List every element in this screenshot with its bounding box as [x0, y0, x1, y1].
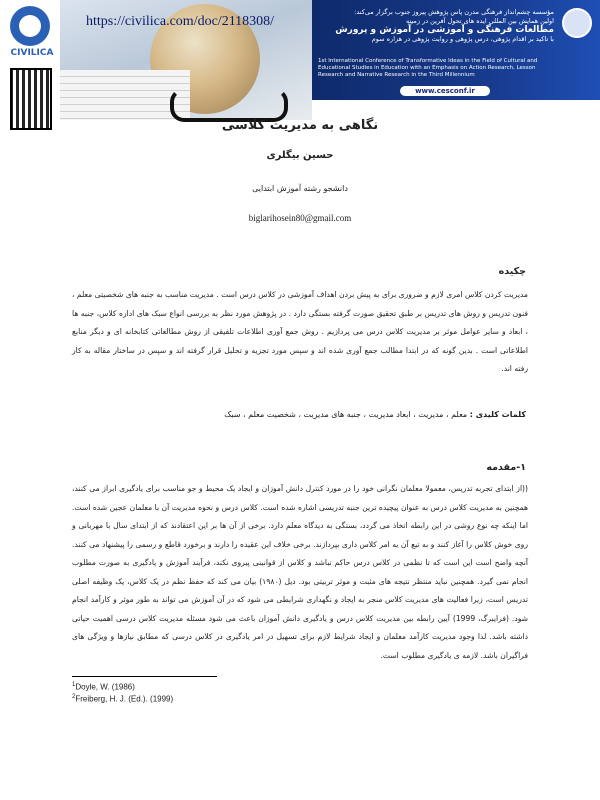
civilica-logo-icon	[10, 6, 50, 46]
footnote-rule	[72, 676, 217, 677]
paper-title: نگاهی به مدیریت کلاسی	[221, 118, 379, 133]
abstract-heading: چکیده	[498, 266, 526, 277]
conference-fa-line3: با تاکید بر اقدام پژوهی، درس پژوهی و روایت پژوهی در هزاره سوم	[371, 35, 554, 43]
keywords-label: کلمات کلیدی :	[469, 410, 526, 419]
document-url[interactable]: https://civilica.com/doc/2118308/	[86, 14, 275, 29]
paper-author: حسین بیگلری	[266, 150, 334, 161]
conference-fa-line1: مؤسسه چشم‌انداز فرهنگی مدرن پاس پژوهش پیروز جنوب برگزار می‌کند:	[354, 8, 554, 16]
footnote-1-text: Doyle, W. (1986)	[75, 682, 135, 692]
author-affiliation: دانشجو رشته آموزش ابتدایی	[252, 184, 348, 193]
conference-logo-icon	[562, 8, 592, 38]
footnote-2-text: Freiberg, H. J. (Ed.). (1999)	[75, 694, 174, 704]
civilica-label: CIVILICA	[10, 48, 54, 58]
conference-website[interactable]: www.cesconf.ir	[400, 86, 490, 96]
keywords	[224, 410, 526, 419]
glasses-image	[170, 88, 288, 122]
keywords-list: معلم ، مدیریت ، ابعاد مدیریت ، جنبه های مدیریت ، شخصیت معلم ، سبک	[224, 410, 468, 419]
section1-body: ((از ابتدای تجربه تدریس، معمولا معلمان نگرانی خود را در مورد کنترل دانش آموزان و ایجاد یک محیط و جو مناسب برای یادگیری ابراز می کنند، همچنین به مدیریت کلاس درس به عنوان پیچیده ترین جنبه تدریسی اشاره شده است. کلاس درس و نحوه مدیریت آن با معلمان عجین شده است. اما اینکه چه نوع روشی در این رابطه اتخاذ می گردد، بستگی به دیدگاه معلم دارد. برخی از آن ها بر این اعتقادند که از ابتدای سال با مهربانی و روی خوش کلاس را آغاز کنند و به تبع آن به امر کلاس داری بپردازند. برخی خلاف این عقیده را دارند و برخورد قاطع و رسمی را پیشنهاد می کنند. آنچه واضح است این است که تا نظمی در کلاس درس حاکم نباشد و کلاس از قوانینی پیروی نکند، فرآیند آموزش و یادگیری به صورت مطلوب انجام نمی گیرد. همچنین نباید منتظر نتیجه های مثبت و موثر تربیتی بود. دیل (۱۹۸۰) بیان می کند که حفظ نظم در یک کلاس، یک وظیفه اصلی تدریس است، زیرا فعالیت های مدیریت کلاس منجر به ایجاد و نگهداری شرایطی می شود که در آن آموزش می تواند به طور موثر و کارآمد انجام شود. (فرایبرگ، 1999) آیین رابطه بین مدیریت کلاس درس و یادگیری دانش آموزان باعث می شود مسئله مدیریت کلاس درسی اهمیت حیاتی داشته باشد. لذا وجود مدیریت کارآمد معلمان و ایجاد شرایط لازم برای تسهیل در امر یادگیری در کلاس درسی که مطابق نیازها و ویژگی های فراگیران باشد. لازمه ی یادگیری مطلوب است.	[72, 484, 528, 660]
footnote-1-number: 1	[72, 682, 76, 688]
section1-heading: ۱-مقدمه	[486, 462, 526, 473]
author-email[interactable]: biglarihosein80@gmail.com	[248, 213, 352, 223]
footnote-2-number: 2	[72, 694, 76, 700]
conference-fa-title: مطالعات فرهنگی و آموزشی در آموزش و پرورش	[335, 25, 554, 35]
footnote-1	[72, 682, 135, 692]
conference-fa-line2: اولین همایش بین المللی ایده های تحول آفرین در زمینه	[405, 17, 554, 25]
civilica-logo[interactable]	[4, 6, 56, 62]
abstract-body: مدیریت کردن کلاس امری لازم و ضروری برای به پیش بردن اهداف آموزشی در کلاس درس است . مدیریت مناسب به جنبه های شخصیتی معلم ، فنون تدریس و روش های تدریس بر طبق تحقیق صورت گرفته بستگی دارد . در پژوهش مورد نظر به بررسی انواع سبک های اداره کلاس، جنبه ها ، ابعاد و سایر عوامل موثر بر مدیریت کلاس درس می پردازیم . روش جمع آوری اطلاعات تلفیقی از روش مطالعاتی کتابخانه ای و دیگر منابع اطلاعاتی است . بدین گونه که در ابتدا مطالب جمع آوری شده اند و سپس مورد تجزیه و تحلیل قرار گرفته اند و سپس در ساختار مقاله به کار رفته اند.	[72, 290, 528, 373]
footnote-2	[72, 694, 173, 704]
conference-fa-text	[314, 8, 554, 44]
conference-en-text: 1st International Conference of Transformative Ideas in the Field of Cultural and Educational Studies in Education with an Emphasis on Action Research, Lesson Research and Narrative Research in the Third Millennium	[318, 58, 538, 78]
